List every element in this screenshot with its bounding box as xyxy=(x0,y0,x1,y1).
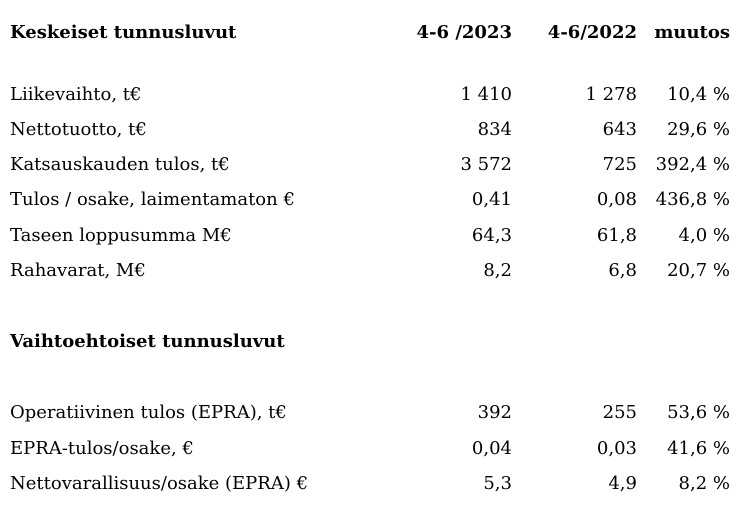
value-change: 4,0 % xyxy=(678,225,730,246)
row-label: Liikevaihto, t€ xyxy=(10,84,142,105)
table-row xyxy=(0,221,744,251)
value-2023: 1 410 xyxy=(460,84,512,105)
table-row xyxy=(0,80,744,110)
table-row xyxy=(0,434,744,464)
section-header xyxy=(0,327,744,357)
value-2022: 6,8 xyxy=(608,260,637,281)
value-2023: 0,41 xyxy=(471,189,512,210)
column-header-2022: 4-6/2022 xyxy=(547,22,637,43)
value-2023: 834 xyxy=(477,119,512,140)
value-2023: 5,3 xyxy=(483,473,512,494)
row-label: Taseen loppusumma M€ xyxy=(10,225,232,246)
table-row xyxy=(0,115,744,145)
table-row xyxy=(0,150,744,180)
row-label: Operatiivinen tulos (EPRA), t€ xyxy=(10,402,287,423)
row-label: Tulos / osake, laimentamaton € xyxy=(10,189,295,210)
row-label: Nettovarallisuus/osake (EPRA) € xyxy=(10,473,309,494)
value-change: 29,6 % xyxy=(667,119,730,140)
section-title-key-figures: Keskeiset tunnusluvut xyxy=(10,22,237,43)
value-change: 41,6 % xyxy=(667,438,730,459)
column-header-2023: 4-6 /2023 xyxy=(416,22,512,43)
table-header xyxy=(0,18,744,48)
table-row xyxy=(0,185,744,215)
value-change: 8,2 % xyxy=(678,473,730,494)
value-change: 53,6 % xyxy=(667,402,730,423)
value-2023: 8,2 xyxy=(483,260,512,281)
value-2022: 0,03 xyxy=(596,438,637,459)
row-label: EPRA-tulos/osake, € xyxy=(10,438,194,459)
value-2023: 0,04 xyxy=(471,438,512,459)
value-2022: 725 xyxy=(602,154,637,175)
value-2023: 392 xyxy=(477,402,512,423)
value-2023: 64,3 xyxy=(471,225,512,246)
column-header-change: muutos xyxy=(654,22,730,43)
row-label: Nettotuotto, t€ xyxy=(10,119,147,140)
row-label: Katsauskauden tulos, t€ xyxy=(10,154,230,175)
value-2022: 0,08 xyxy=(596,189,637,210)
value-2022: 643 xyxy=(602,119,637,140)
table-row xyxy=(0,469,744,499)
value-change: 392,4 % xyxy=(655,154,730,175)
table-row xyxy=(0,256,744,286)
value-change: 10,4 % xyxy=(667,84,730,105)
row-label: Rahavarat, M€ xyxy=(10,260,146,281)
value-2022: 255 xyxy=(602,402,637,423)
value-change: 436,8 % xyxy=(655,189,730,210)
value-2022: 4,9 xyxy=(608,473,637,494)
section-title-alternative-figures: Vaihtoehtoiset tunnusluvut xyxy=(10,331,285,352)
value-2022: 61,8 xyxy=(596,225,637,246)
table-row xyxy=(0,398,744,428)
value-2022: 1 278 xyxy=(585,84,637,105)
value-2023: 3 572 xyxy=(460,154,512,175)
value-change: 20,7 % xyxy=(667,260,730,281)
